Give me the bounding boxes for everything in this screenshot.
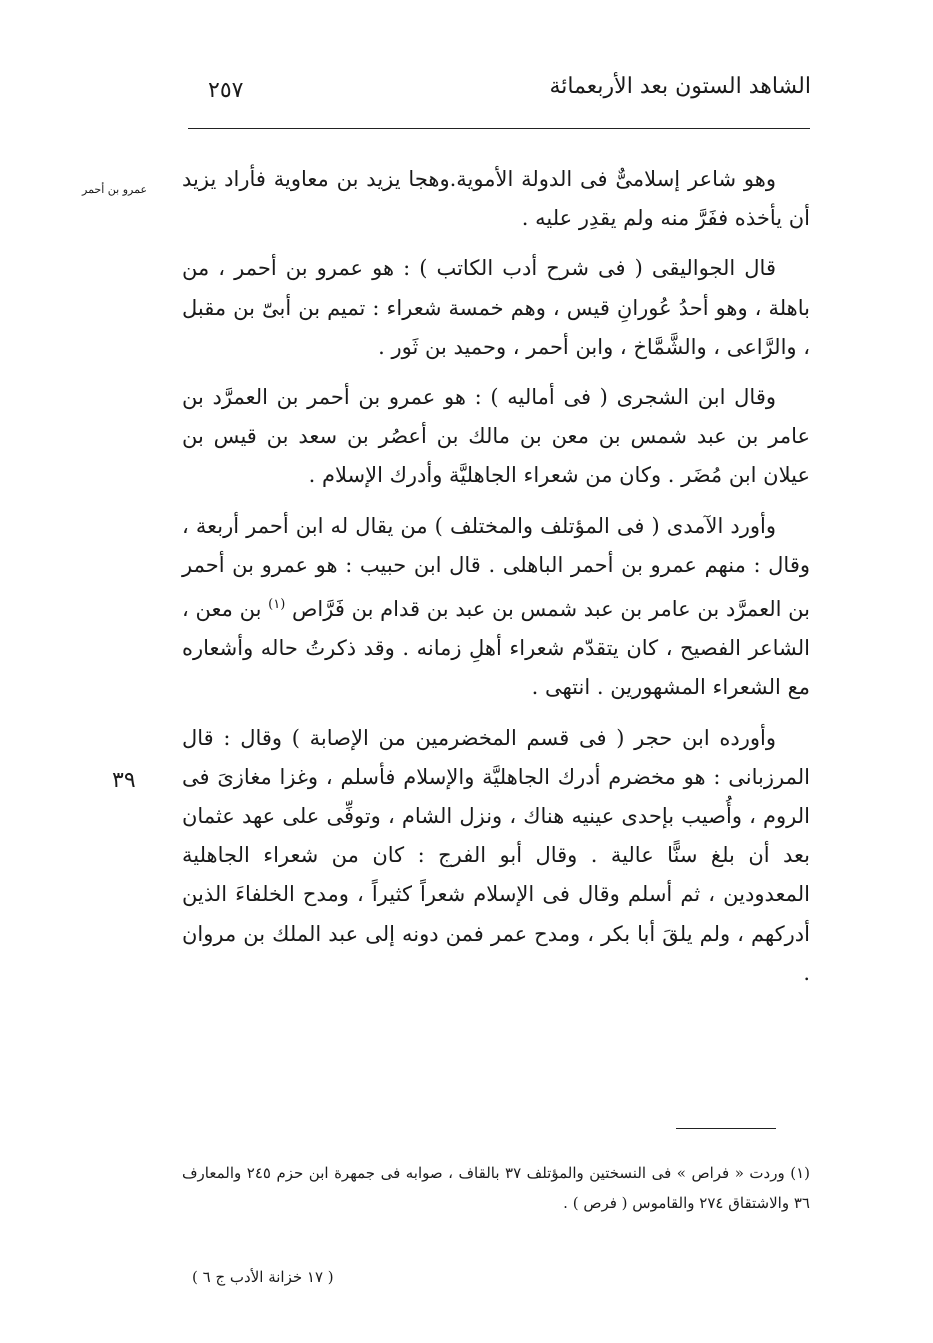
page-number: ٢٥٧ <box>208 78 244 103</box>
header-divider <box>188 128 810 129</box>
main-text <box>182 160 810 1004</box>
signature-mark: ( ١٧ خزانة الأدب ج ٦ ) <box>192 1268 334 1286</box>
margin-number: ٣٩ <box>112 768 136 793</box>
running-header-title: الشاهد الستون بعد الأربعمائة <box>549 74 811 99</box>
paragraph-4-start: وأورد الآمدى ( فى المؤتلف والمختلف ) من يقال له ابن أحمر أربعة ، وقال : منهم عمرو بن أحمر الباهلى . قال ابن حبيب : هو عمرو بن أحمر بن العمرَّد بن عامر بن عبد شمس بن عبد بن قدام بن فَرَّاص <box>182 513 810 622</box>
margin-note: عمرو بن أحمر <box>82 183 148 196</box>
paragraph-2: قال الجواليقى ( فى شرح أدب الكاتب ) : هو عمرو بن أحمر ، من باهلة ، وهو أحدُ عُورانِ قيس ، وهم خمسة شعراء : تميم بن أبىّ بن مقبل ، والرَّاعى ، والشَّمَّاخ ، وابن أحمر ، وحميد بن ثَور . <box>182 256 810 359</box>
paragraph-5: وأورده ابن حجر ( فى قسم المخضرمين من الإصابة ) وقال : قال المرزبانى : هو مخضرم أدرك الجاهليَّة والإسلام فأسلم ، وغزا مغازىَ فى الروم ، وأُصيب بإحدى عينيه هناك ، ونزل الشام ، وتوفِّى على عهد عثمان بعد أن بلغ سنًّا عالية . وقال أبو الفرج : كان من شعراء الجاهلية المعدودين ، ثم أسلم وقال فى الإسلام شعراً كثيراً ، ومدح الخلفاءَ الذين أدركهم ، ولم يلقَ أبا بكر ، ومدح عمر فمن دونه إلى عبد الملك بن مروان . <box>182 725 810 985</box>
paragraph-4 <box>182 507 810 708</box>
paragraph-4-end: بن معن ، الشاعر الفصيح ، كان يتقدّم شعراء أهلِ زمانه . وقد ذكرتُ حاله وأشعاره مع الشعراء المشهورين . انتهى . <box>182 597 810 700</box>
footnote-divider <box>676 1128 776 1129</box>
footnote-reference[interactable]: (١) <box>268 597 286 613</box>
paragraph-3: وقال ابن الشجرى ( فى أماليه ) : هو عمرو بن أحمر بن العمرَّد بن عامر بن عبد شمس بن معن بن مالك بن أعصُر بن سعد بن قيس بن عيلان ابن مُضَر . وكان من شعراء الجاهليَّة وأدرك الإسلام . <box>182 385 810 488</box>
footnote-text: (١) وردت « فراص » فى النسختين والمؤتلف ٣٧ بالقاف ، صوابه فى جمهرة ابن حزم ٢٤٥ والمعارف ٣٦ والاشتقاق ٢٧٤ والقاموس ( فرص ) . <box>182 1164 810 1212</box>
paragraph-1: وهو شاعر إسلامىٌّ فى الدولة الأموية.وهجا يزيد بن معاوية فأراد يزيد أن يأخذه ففَرَّ منه ولم يقدِر عليه . <box>182 167 810 231</box>
